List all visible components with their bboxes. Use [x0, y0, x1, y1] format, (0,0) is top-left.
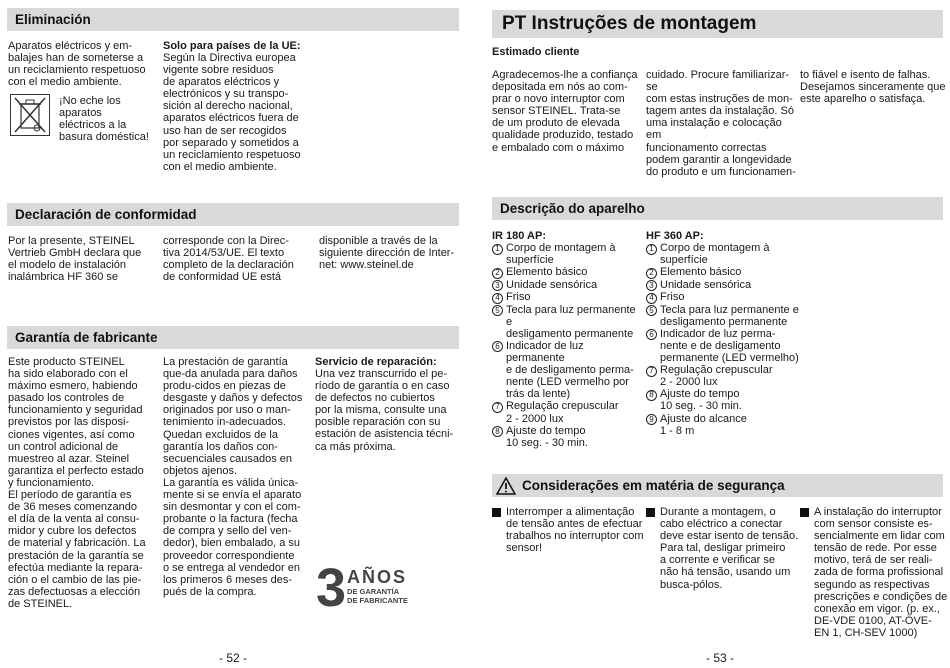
intro-col2: cuidado. Procure familiarizar-se com estas instruções de mon- tagem antes da instalação. Só uma instalação e colocação em funcionamento correctas podem garantir a longevidade do produto e um funcionamen- [646, 69, 796, 178]
part-label: Indicador de luz perma- nente e de desligamento permanente (LED vermelho) [660, 327, 799, 365]
part-label: Unidade sensórica [660, 278, 752, 291]
part-number-circle: 3 [646, 280, 657, 291]
part-item [492, 291, 642, 304]
part-label: Elemento básico [506, 266, 588, 279]
warranty-badge-word: AÑOS [347, 567, 408, 587]
seguranca-title: Considerações em matéria de segurança [522, 478, 785, 493]
part-label: Corpo de montagem à superfície [506, 242, 616, 267]
conformidad-col1: Por la presente, STEINEL Vertrieb GmbH declara que el modelo de instalación inalámbrica HF 360 se [8, 235, 142, 284]
part-item [492, 425, 642, 449]
part-label: Regulação crepuscular 2 - 2000 lux [660, 364, 773, 389]
part-number-circle: 1 [646, 244, 657, 255]
hf-360-heading: HF 360 AP: [646, 230, 704, 242]
part-item [492, 340, 642, 400]
part-item [646, 291, 806, 304]
part-item [646, 279, 806, 292]
eliminacion-heading: Eliminación [7, 8, 459, 31]
warranty-badge-line1: DE GARANTÍA [347, 587, 400, 596]
part-number-circle: 2 [646, 268, 657, 279]
garantia-col1: Este producto STEINEL ha sido elaborado con el máximo esmero, habiendo pasado los controles de funcionamiento y seguridad previstos por las disposi- ciones vigentes, así como un control adicional de muestreo al azar. Steinel garantiza el perfecto estado y funcionamiento. El período de garantía es de 36 meses comenzando el día de la venta al consu- midor y cubre los defectos de material y fabricación. La prestación de la garantía se efectúa mediante la repara- ción o el cambio de las pie- zas defectuosas a elección de STEINEL. [8, 356, 146, 610]
garantia-heading: Garantía de fabricante [7, 326, 459, 349]
part-item [492, 304, 642, 340]
part-number-circle: 5 [492, 305, 503, 316]
part-label: Tecla para luz permanente e desligamento permanente [506, 303, 636, 340]
part-item [646, 328, 806, 364]
part-number-circle: 1 [492, 244, 503, 255]
warranty-badge-line2: DE FABRICANTE [347, 596, 408, 605]
part-number-circle: 6 [646, 329, 657, 340]
greeting: Estimado cliente [492, 46, 580, 58]
part-label: Corpo de montagem à superfície [660, 242, 770, 267]
part-number-circle: 7 [646, 366, 657, 377]
right-page [475, 0, 950, 668]
part-item [646, 388, 806, 412]
garantia-service-heading: Servicio de reparación: [315, 356, 437, 368]
ir-180-parts-list [492, 242, 642, 449]
part-label: Ajuste do alcance 1 - 8 m [660, 412, 747, 437]
seguranca-col1: Interromper a alimentação de tensão antes de efectuar trabalhos no interruptor com sensor! [506, 506, 644, 555]
page-number-left: - 52 - [218, 651, 247, 665]
part-number-circle: 5 [646, 305, 657, 316]
part-item [492, 242, 642, 266]
part-item [646, 266, 806, 279]
ir-180-heading: IR 180 AP: [492, 230, 547, 242]
part-item [492, 400, 642, 424]
intro-col1: Agradecemos-lhe a confiança depositada em nós ao com- prar o novo interruptor com sensor STEINEL. Trata-se de um produto de elevada qualidade produzido, testado e embalado com o máximo [492, 69, 638, 154]
bullet-square [646, 508, 655, 517]
part-label: Ajuste do tempo 10 seg. - 30 min. [660, 388, 742, 413]
part-number-circle: 4 [646, 293, 657, 304]
eliminacion-warning: ¡No eche los aparatos eléctricos a la basura doméstica! [59, 95, 149, 144]
crossed-bin-icon [10, 94, 50, 136]
conformidad-heading: Declaración de conformidad [7, 203, 459, 226]
warranty-badge-number: 3 [316, 558, 345, 618]
eliminacion-col2: Según la Directiva europea vigente sobre residuos de aparatos eléctricos y electrónicos y su transpo- sición al derecho nacional, aparatos eléctricos fuera de uso han de ser recogidos por separado y sometidos a un reciclamiento respetuoso con el medio ambiente. [163, 52, 301, 173]
part-number-circle: 4 [492, 293, 503, 304]
bullet-square [492, 508, 501, 517]
bullet-square [800, 508, 809, 517]
eliminacion-eu-heading: Solo para países de la UE: [163, 40, 301, 52]
hf-360-parts-list [646, 242, 806, 437]
part-label: Ajuste do tempo 10 seg. - 30 min. [506, 424, 588, 449]
part-label: Indicador de luz permanente e de desligamento perma- nente (LED vermelho por trás da lente) [506, 339, 634, 401]
part-item [646, 413, 806, 437]
seguranca-col2: Durante a montagem, o cabo eléctrico a conectar deve estar isento de tensão. Para tal, desligar primeiro a corrente e verificar se não há tensão, usando um busca-pólos. [660, 506, 799, 591]
eliminacion-col1: Aparatos eléctricos y em- balajes han de someterse a un reciclamiento respetuoso con el medio ambiente. [8, 40, 146, 89]
part-label: Tecla para luz permanente e desligamento permanente [660, 303, 799, 328]
part-item [646, 364, 806, 388]
part-label: Elemento básico [660, 266, 742, 279]
part-label: Friso [506, 291, 531, 304]
part-number-circle: 6 [492, 341, 503, 352]
part-item [492, 266, 642, 279]
descricao-heading: Descrição do aparelho [492, 197, 943, 220]
part-number-circle: 7 [492, 402, 503, 413]
warning-triangle-icon [496, 477, 516, 495]
intro-col3: to fiável e isento de falhas. Desejamos sinceramente que este aparelho o satisfaça. [800, 69, 946, 106]
part-item [492, 279, 642, 292]
page-title: PT Instruções de montagem [492, 10, 943, 38]
part-item [646, 242, 806, 266]
part-number-circle: 9 [646, 414, 657, 425]
part-item [646, 304, 806, 328]
part-number-circle: 8 [646, 390, 657, 401]
conformidad-col3: disponible a través de la siguiente dirección de Inter- net: www.steinel.de [319, 235, 455, 272]
seguranca-col3: A instalação do interruptor com sensor consiste es- sencialmente em lidar com tensão de rede. Por esse motivo, terá de ser reali- zada de forma profissional segundo as respectivas prescrições e condições de conexão em vigor. (p. ex., DE-VDE 0100, AT-ÖVE- EN 1, CH-SEV 1000) [814, 506, 948, 639]
warranty-badge-logo [316, 558, 408, 618]
part-number-circle: 2 [492, 268, 503, 279]
part-number-circle: 8 [492, 426, 503, 437]
garantia-col3: Una vez transcurrido el pe- ríodo de garantía o en caso de defectos no cubiertos por la misma, consulte una posible reparación con su estación de asistencia técni- ca más próxima. [315, 368, 454, 453]
part-label: Regulação crepuscular 2 - 2000 lux [506, 400, 619, 425]
garantia-col2: La prestación de garantía que-da anulada para daños produ-cidos en piezas de desgaste y daños y defectos originados por uso o man- tenimiento in-adecuados. Quedan excluidos de la garantía los daños con- secuenciales causados en objetos ajenos. La garantía es válida única- mente si se envía el aparato sin desmontar y con el com- probante o la factura (fecha de compra y sello del ven- dedor), bien embalado, a su proveedor correspondiente o se entrega al vendedor en los primeros 6 meses des- pués de la compra. [163, 356, 303, 598]
part-label: Unidade sensórica [506, 278, 598, 291]
seguranca-heading [492, 474, 943, 497]
part-label: Friso [660, 291, 685, 304]
part-number-circle: 3 [492, 280, 503, 291]
conformidad-col2: corresponde con la Direc- tiva 2014/53/UE. El texto completo de la declaración de conformidad UE está [163, 235, 294, 284]
page-number-right: - 53 - [705, 651, 734, 665]
